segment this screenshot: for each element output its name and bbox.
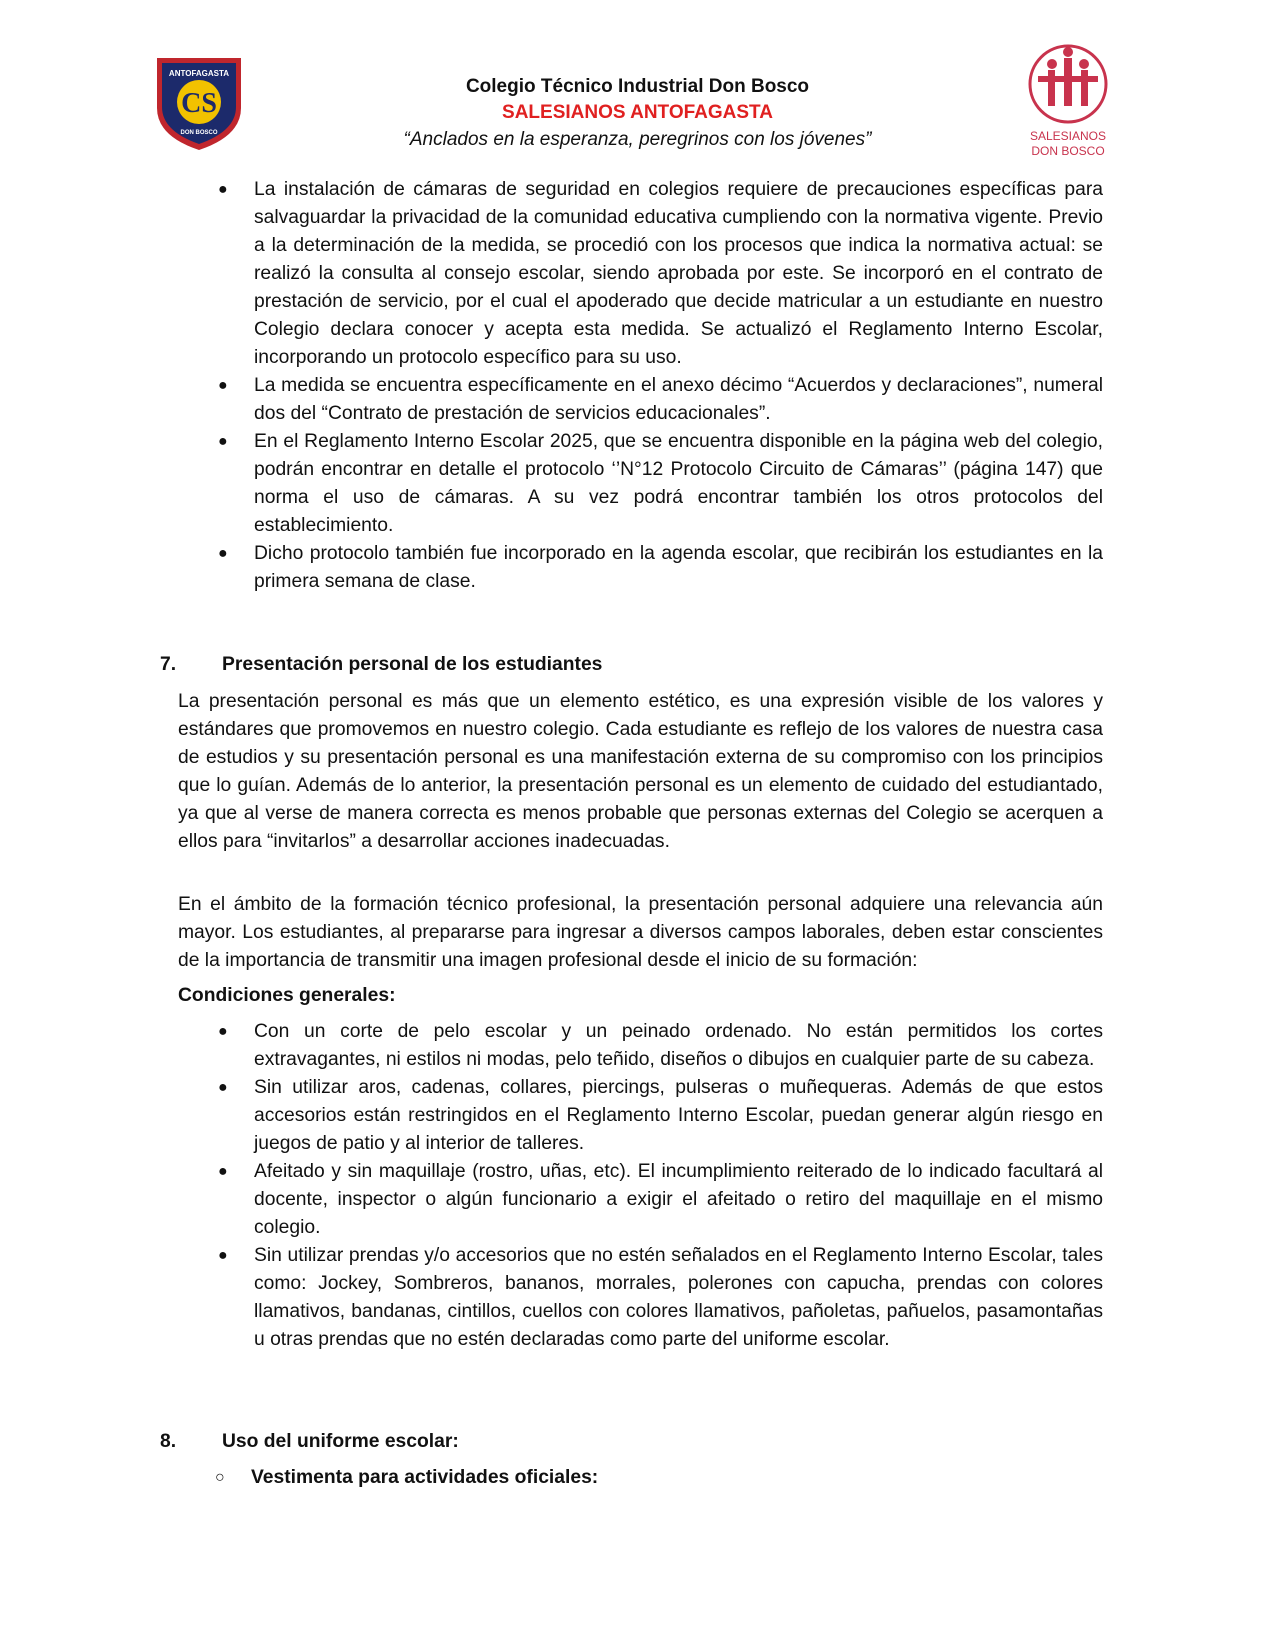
section-7-paragraph-2: En el ámbito de la formación técnico profesional, la presentación personal adquiere una relevancia aún mayor. Los estudiantes, al prepararse para ingresar a diversos campos laborales, deben estar conscientes de la importancia de transmitir una imagen profesional desde el inicio de su formación:	[178, 894, 1103, 971]
circle-bullet-icon: ○	[215, 1469, 225, 1486]
bullet-text: En el Reglamento Interno Escolar 2025, que se encuentra disponible en la página web del colegio, podrán encontrar en detalle el protocolo ‘’N°12 Protocolo Circuito de Cámaras’’ (página 147) que norma el uso de cámaras. A su vez podrá encontrar también los otros protocolos del establecimiento.	[254, 431, 1103, 536]
section-7-paragraph-1: La presentación personal es más que un elemento estético, es una expresión visible de los valores y estándares que promovemos en nuestro colegio. Cada estudiante es reflejo de los valores de nuestra casa de estudios y su presentación personal es una manifestación externa de su compromiso con los principios que lo guían. Además de lo anterior, la presentación personal es un elemento de cuidado del estudiantado, ya que al verse de manera correcta es menos probable que personas externas del Colegio se acerquen a ellos para “invitarlos” a desarrollar acciones inadecuadas.	[178, 691, 1103, 852]
section-number: 7.	[160, 654, 177, 675]
bullet-icon: ●	[218, 181, 228, 198]
crest-top-text: ANTOFAGASTA	[168, 69, 230, 78]
bullet-icon: ●	[218, 377, 228, 394]
school-name: Colegio Técnico Industrial Don Bosco	[465, 76, 810, 97]
camera-bullet-list	[218, 176, 1103, 596]
list-item	[218, 1074, 1103, 1158]
section-title: Uso del uniforme escolar:	[222, 1431, 459, 1452]
logo-line2: DON BOSCO	[1031, 144, 1105, 158]
list-item	[218, 1158, 1103, 1242]
bullet-icon: ●	[218, 1079, 228, 1096]
bullet-icon: ●	[218, 1247, 228, 1264]
bullet-text: Afeitado y sin maquillaje (rostro, uñas, etc). El incumplimiento reiterado de lo indicado facultará al docente, inspector o algún funcionario a exigir el afeitado o retiro del maquillaje en el mismo colegio.	[254, 1161, 1103, 1238]
bullet-text: Con un corte de pelo escolar y un peinado ordenado. No están permitidos los cortes extravagantes, ni estilos ni modas, pelo teñido, diseños o dibujos en cualquier parte de su cabeza.	[254, 1021, 1103, 1070]
logo-line1: SALESIANOS	[1029, 129, 1107, 143]
bullet-text: La instalación de cámaras de seguridad en colegios requiere de precauciones específicas para salvaguardar la privacidad de la comunidad educativa cumpliendo con la normativa vigente. Previo a la determinación de la medida, se procedió con los procesos que indica la normativa actual: se realizó la consulta al consejo escolar, siendo aprobada por este. Se incorporó en el contrato de prestación de servicio, por el cual el apoderado que decide matricular a un estudiante en nuestro Colegio declara conocer y acepta esta medida. Se actualizó el Reglamento Interno Escolar, incorporando un protocolo específico para su uso.	[254, 179, 1103, 368]
bullet-icon: ●	[218, 1163, 228, 1180]
list-item	[218, 540, 1103, 596]
crest-bottom-text: DON BOSCO	[180, 130, 218, 136]
bullet-icon: ●	[218, 545, 228, 562]
bullet-text: Sin utilizar prendas y/o accesorios que no estén señalados en el Reglamento Interno Escolar, tales como: Jockey, Sombreros, bananos, morrales, polerones con capucha, prendas con colores llamativos, bandanas, cintillos, cuellos con colores llamativos, pañoletas, pañuelos, pasamontañas u otras prendas que no estén declaradas como parte del uniforme escolar.	[254, 1245, 1103, 1350]
list-item	[218, 176, 1103, 372]
letterhead	[300, 74, 975, 154]
list-item	[218, 372, 1103, 428]
institution-motto: “Anclados en la esperanza, peregrinos con los jóvenes”	[403, 129, 872, 150]
item-text: Vestimenta para actividades oficiales:	[251, 1467, 599, 1488]
general-conditions-heading: Condiciones generales:	[178, 985, 396, 1006]
bullet-text: La medida se encuentra específicamente en el anexo décimo “Acuerdos y declaraciones”, numeral dos del “Contrato de prestación de servicios educacionales”.	[254, 375, 1103, 424]
bullet-text: Sin utilizar aros, cadenas, collares, piercings, pulseras o muñequeras. Además de que estos accesorios están restringidos en el Reglamento Interno Escolar, puedan generar algún riesgo en juegos de patio y al interior de talleres.	[254, 1077, 1103, 1154]
section-number: 8.	[160, 1431, 177, 1452]
section-title: Presentación personal de los estudiantes	[222, 654, 603, 675]
bullet-icon: ●	[218, 1023, 228, 1040]
institution-subtitle: SALESIANOS ANTOFAGASTA	[502, 102, 773, 123]
list-item	[218, 1018, 1103, 1074]
list-item	[218, 1242, 1103, 1354]
bullet-icon: ●	[218, 433, 228, 450]
crest-monogram: CS	[181, 88, 217, 119]
school-crest-logo	[153, 54, 245, 152]
conditions-bullet-list	[218, 1018, 1103, 1354]
list-item	[218, 428, 1103, 540]
salesianos-logo	[1020, 42, 1116, 162]
bullet-text: Dicho protocolo también fue incorporado en la agenda escolar, que recibirán los estudiantes en la primera semana de clase.	[254, 543, 1103, 592]
